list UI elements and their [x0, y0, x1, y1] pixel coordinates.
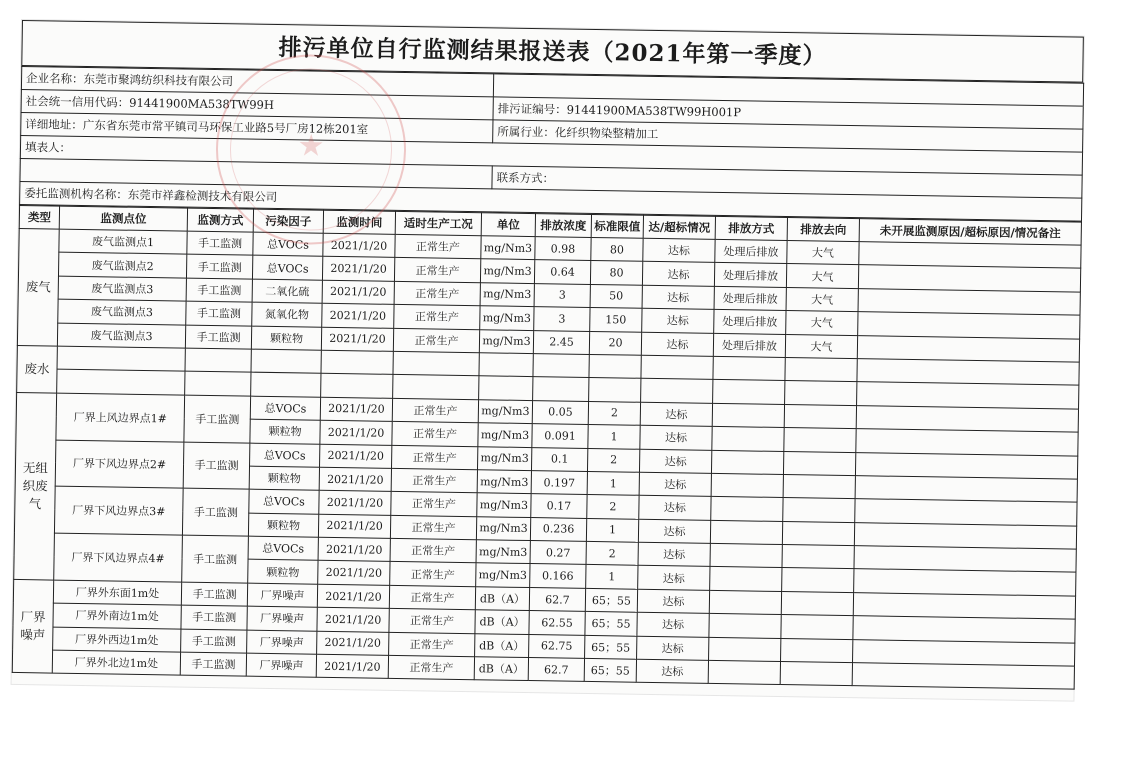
- cell-unit: mg/Nm3: [480, 259, 534, 283]
- cell-unit: mg/Nm3: [477, 446, 531, 470]
- cell-concentration: 0.98: [535, 237, 591, 261]
- header-status: 达/超标情况: [643, 215, 715, 239]
- header-type: 类型: [19, 205, 59, 229]
- contact: 联系方式：: [492, 166, 1082, 198]
- header-condition: 适时生产工况: [395, 211, 481, 235]
- cell-unit: mg/Nm3: [478, 399, 532, 423]
- cell-unit: mg/Nm3: [476, 563, 530, 587]
- cell-date: 2021/1/20: [318, 514, 390, 539]
- cell-concentration: 3: [534, 307, 590, 331]
- header-concentration: 排放浓度: [535, 214, 591, 238]
- cell-destination: [782, 568, 854, 593]
- cell-destination: [781, 638, 853, 663]
- cell-concentration: 0.27: [530, 541, 586, 565]
- cell-remark: [855, 452, 1077, 479]
- cell-concentration: 62.7: [528, 658, 584, 682]
- cell-condition: 正常生产: [394, 305, 480, 330]
- cell-limit: 2: [586, 542, 638, 566]
- cell-concentration: 0.197: [531, 470, 587, 494]
- cell-method: 手工监测: [184, 395, 251, 443]
- cell-destination: [781, 615, 853, 640]
- cell-condition: 正常生产: [390, 538, 476, 563]
- cell-condition: 正常生产: [392, 398, 478, 423]
- cell-status: [641, 355, 713, 380]
- cell-unit: dB（A）: [475, 610, 529, 634]
- cell-date: 2021/1/20: [317, 584, 389, 609]
- cell-method: 手工监测: [185, 325, 251, 349]
- cell-remark: [854, 569, 1076, 596]
- cell-concentration: 2.45: [533, 330, 589, 354]
- cell-pollutant: 厂界噪声: [247, 583, 317, 607]
- cell-remark: [857, 335, 1079, 362]
- cell-concentration: 0.166: [530, 564, 586, 588]
- cell-method: 手工监测: [182, 488, 249, 536]
- cell-remark: [859, 242, 1081, 269]
- cell-pollutant: 总VOCs: [250, 443, 320, 467]
- type-label-noise: 厂界噪声: [12, 579, 53, 673]
- cell-concentration: 3: [534, 283, 590, 307]
- cell-concentration: 0.236: [530, 517, 586, 541]
- cell-remark: [852, 663, 1074, 690]
- cell-method: 手工监测: [182, 535, 249, 583]
- cell-destination: [784, 428, 856, 453]
- cell-unit: dB（A）: [475, 633, 529, 657]
- cell-status: 达标: [641, 332, 713, 357]
- cell-condition: 正常生产: [394, 281, 480, 306]
- cell-condition: 正常生产: [391, 492, 477, 517]
- cell-limit: 1: [586, 565, 638, 589]
- cell-pollutant: 总VOCs: [253, 232, 323, 256]
- permit-number: 排污证编号：91441900MA538TW99H001P: [493, 97, 1083, 129]
- cell-destination: [783, 498, 855, 523]
- cell-concentration: 62.75: [529, 634, 585, 658]
- cell-destination: [785, 357, 857, 382]
- cell-destination: [785, 381, 857, 406]
- cell-unit: mg/Nm3: [480, 306, 534, 330]
- cell-condition: 正常生产: [389, 585, 475, 610]
- cell-condition: 正常生产: [394, 258, 480, 283]
- cell-status: 达标: [636, 659, 708, 684]
- cell-destination: [780, 662, 852, 687]
- cell-discharge-mode: [709, 590, 781, 615]
- cell-date: [321, 350, 393, 375]
- cell-destination: 大气: [786, 287, 858, 312]
- cell-condition: 正常生产: [388, 655, 474, 680]
- cell-discharge-mode: [713, 380, 785, 405]
- cell-date: 2021/1/20: [318, 537, 390, 562]
- cell-limit: 20: [589, 331, 641, 355]
- cell-point: 厂界下风边界点4#: [54, 533, 183, 582]
- address: 详细地址：广东省东莞市常平镇司马环保工业路5号厂房12栋201室: [21, 112, 493, 142]
- cell-point: 废气监测点2: [58, 252, 186, 277]
- cell-discharge-mode: [711, 450, 783, 475]
- cell-limit: 2: [588, 401, 640, 425]
- cell-discharge-mode: [710, 543, 782, 568]
- cell-concentration: 0.64: [534, 260, 590, 284]
- cell-method: 手工监测: [181, 629, 247, 653]
- cell-destination: 大气: [785, 334, 857, 359]
- cell-date: 2021/1/20: [319, 491, 391, 516]
- cell-concentration: 0.17: [531, 494, 587, 518]
- cell-status: 达标: [637, 589, 709, 614]
- monitoring-table: [12, 205, 1082, 690]
- report-sheet: [12, 20, 1084, 701]
- header-limit: 标准限值: [591, 214, 643, 238]
- cell-destination: [784, 404, 856, 429]
- cell-discharge-mode: 处理后排放: [714, 263, 786, 288]
- cell-limit: 65；55: [585, 635, 637, 659]
- cell-remark: [858, 288, 1080, 315]
- cell-method: 手工监测: [186, 255, 252, 279]
- cell-unit: mg/Nm3: [477, 493, 531, 517]
- cell-status: 达标: [639, 472, 711, 497]
- table-body: [12, 228, 1081, 689]
- cell-point: 废气监测点3: [57, 323, 185, 348]
- cell-status: 达标: [638, 542, 710, 567]
- cell-limit: 80: [591, 237, 643, 261]
- cell-date: 2021/1/20: [316, 654, 388, 679]
- cell-destination: [781, 591, 853, 616]
- cell-concentration: [533, 354, 589, 378]
- cell-pollutant: 厂界噪声: [247, 606, 317, 630]
- cell-discharge-mode: 处理后排放: [714, 286, 786, 311]
- cell-condition: 正常生产: [390, 515, 476, 540]
- monitoring-agency: 委托监测机构名称：东莞市祥鑫检测技术有限公司: [20, 181, 1082, 221]
- cell-point: 厂界外西边1m处: [53, 627, 181, 652]
- industry: 所属行业：化纤织物染整精加工: [493, 120, 1083, 152]
- cell-method: 手工监测: [186, 278, 252, 302]
- cell-pollutant: 颗粒物: [251, 326, 321, 350]
- cell-discharge-mode: [711, 473, 783, 498]
- cell-method: [185, 371, 251, 395]
- cell-point: 厂界下风边界点3#: [54, 486, 183, 535]
- filler: 填表人：: [20, 135, 1082, 175]
- cell-limit: 80: [590, 261, 642, 285]
- cell-remark: [856, 405, 1078, 432]
- cell-unit: mg/Nm3: [476, 516, 530, 540]
- cell-concentration: [533, 377, 589, 401]
- cell-discharge-mode: [709, 637, 781, 662]
- cell-destination: [782, 521, 854, 546]
- cell-discharge-mode: [711, 497, 783, 522]
- cell-concentration: 62.7: [529, 587, 585, 611]
- cell-pollutant: 厂界噪声: [247, 630, 317, 654]
- cell-pollutant: 厂界噪声: [246, 653, 316, 677]
- cell-unit: dB（A）: [475, 587, 529, 611]
- cell-status: 达标: [642, 308, 714, 333]
- cell-remark: [858, 265, 1080, 292]
- cell-pollutant: 总VOCs: [248, 536, 318, 560]
- cell-date: 2021/1/20: [319, 467, 391, 492]
- cell-pollutant: 颗粒物: [249, 466, 319, 490]
- header-pollutant: 污染因子: [253, 209, 323, 233]
- cell-condition: 正常生产: [392, 421, 478, 446]
- cell-date: 2021/1/20: [322, 303, 394, 328]
- cell-date: 2021/1/20: [320, 397, 392, 422]
- cell-method: 手工监测: [187, 231, 253, 255]
- cell-discharge-mode: [713, 356, 785, 381]
- cell-unit: mg/Nm3: [481, 236, 535, 260]
- cell-point: 废气监测点3: [58, 299, 186, 324]
- type-label-waste-water: 废水: [17, 345, 58, 392]
- cell-remark: [853, 592, 1075, 619]
- cell-concentration: 0.1: [531, 447, 587, 471]
- cell-status: 达标: [639, 496, 711, 521]
- cell-limit: 65；55: [584, 658, 636, 682]
- cell-status: 达标: [638, 519, 710, 544]
- cell-date: 2021/1/20: [317, 607, 389, 632]
- cell-discharge-mode: 处理后排放: [715, 239, 787, 264]
- cell-point: 废气监测点1: [59, 229, 187, 254]
- cell-discharge-mode: [712, 427, 784, 452]
- cell-discharge-mode: 处理后排放: [713, 333, 785, 358]
- cell-limit: 65；55: [585, 588, 637, 612]
- cell-date: 2021/1/20: [317, 631, 389, 656]
- header-discharge-mode: 排放方式: [715, 216, 787, 240]
- company-info-table: [19, 66, 1084, 222]
- cell-pollutant: 颗粒物: [250, 419, 320, 443]
- type-label-fugitive-gas: 无组织废气: [14, 392, 57, 580]
- cell-point: 厂界外东面1m处: [53, 580, 181, 605]
- cell-remark: [855, 476, 1077, 503]
- cell-unit: mg/Nm3: [478, 423, 532, 447]
- cell-status: [641, 379, 713, 404]
- cell-pollutant: 二氧化硫: [252, 279, 322, 303]
- cell-method: 手工监测: [180, 652, 246, 676]
- cell-status: 达标: [642, 262, 714, 287]
- cell-pollutant: [251, 372, 321, 396]
- cell-concentration: 0.05: [532, 400, 588, 424]
- cell-point: 废气监测点3: [58, 276, 186, 301]
- type-label-waste-gas: 废气: [17, 228, 59, 346]
- cell-point: 厂界下风边界点2#: [55, 440, 184, 489]
- cell-status: 达标: [640, 425, 712, 450]
- cell-date: 2021/1/20: [322, 257, 394, 282]
- cell-unit: [479, 376, 533, 400]
- cell-remark: [858, 312, 1080, 339]
- company-name: 企业名称：东莞市聚鸿纺织科技有限公司: [21, 67, 493, 97]
- cell-destination: [783, 474, 855, 499]
- cell-concentration: 0.091: [532, 424, 588, 448]
- cell-remark: [857, 359, 1079, 386]
- cell-condition: 正常生产: [390, 562, 476, 587]
- cell-remark: [855, 499, 1077, 526]
- cell-unit: mg/Nm3: [480, 283, 534, 307]
- cell-date: 2021/1/20: [322, 280, 394, 305]
- cell-remark: [853, 639, 1075, 666]
- cell-date: 2021/1/20: [318, 561, 390, 586]
- cell-pollutant: 总VOCs: [249, 489, 319, 513]
- cell-destination: [782, 545, 854, 570]
- cell-concentration: 62.55: [529, 611, 585, 635]
- cell-pollutant: 总VOCs: [252, 256, 322, 280]
- cell-condition: 正常生产: [389, 609, 475, 634]
- cell-unit: dB（A）: [474, 657, 528, 681]
- cell-discharge-mode: [710, 520, 782, 545]
- cell-condition: 正常生产: [391, 468, 477, 493]
- cell-remark: [856, 429, 1078, 456]
- cell-status: 达标: [639, 449, 711, 474]
- cell-unit: mg/Nm3: [479, 329, 533, 353]
- cell-date: 2021/1/20: [323, 233, 395, 258]
- seal-star-icon: ★: [297, 128, 325, 164]
- cell-date: 2021/1/20: [320, 444, 392, 469]
- cell-limit: 1: [586, 518, 638, 542]
- cell-limit: 1: [588, 425, 640, 449]
- cell-limit: 1: [587, 471, 639, 495]
- cell-method: 手工监测: [186, 301, 252, 325]
- cell-condition: 正常生产: [395, 234, 481, 259]
- cell-method: 手工监测: [183, 442, 250, 490]
- cell-status: 达标: [637, 612, 709, 637]
- cell-pollutant: 颗粒物: [248, 513, 318, 537]
- cell-unit: [479, 353, 533, 377]
- cell-status: 达标: [643, 238, 715, 263]
- cell-status: 达标: [637, 636, 709, 661]
- cell-point: [57, 346, 185, 371]
- cell-status: 达标: [640, 402, 712, 427]
- cell-limit: 65；55: [585, 612, 637, 636]
- cell-destination: 大气: [787, 241, 859, 266]
- cell-remark: [854, 546, 1076, 573]
- cell-limit: [589, 354, 641, 378]
- cell-limit: 2: [587, 448, 639, 472]
- header-remark: 未开展监测原因/超标原因/情况备注: [859, 219, 1081, 245]
- cell-limit: [589, 378, 641, 402]
- cell-pollutant: 总VOCs: [250, 396, 320, 420]
- header-date: 监测时间: [323, 210, 395, 234]
- header-method: 监测方式: [187, 208, 253, 232]
- cell-remark: [857, 382, 1079, 409]
- cell-destination: 大气: [786, 264, 858, 289]
- cell-point: 厂界外北边1m处: [52, 650, 180, 675]
- cell-limit: 150: [590, 308, 642, 332]
- cell-discharge-mode: 处理后排放: [714, 310, 786, 335]
- cell-method: 手工监测: [181, 605, 247, 629]
- cell-limit: 50: [590, 284, 642, 308]
- cell-unit: mg/Nm3: [477, 470, 531, 494]
- cell-discharge-mode: [710, 567, 782, 592]
- cell-discharge-mode: [712, 403, 784, 428]
- cell-method: [185, 348, 251, 372]
- header-unit: 单位: [481, 213, 535, 237]
- cell-date: 2021/1/20: [321, 327, 393, 352]
- cell-status: 达标: [642, 285, 714, 310]
- cell-condition: [393, 351, 479, 376]
- cell-condition: 正常生产: [393, 328, 479, 353]
- cell-pollutant: 氮氧化物: [252, 302, 322, 326]
- header-point: 监测点位: [59, 206, 187, 231]
- cell-method: 手工监测: [181, 582, 247, 606]
- page-title: 排污单位自行监测结果报送表（2021年第一季度）: [21, 20, 1084, 83]
- cell-status: 达标: [638, 566, 710, 591]
- cell-condition: 正常生产: [392, 445, 478, 470]
- cell-pollutant: 颗粒物: [248, 560, 318, 584]
- cell-condition: [393, 375, 479, 400]
- cell-discharge-mode: [708, 660, 780, 685]
- cell-unit: mg/Nm3: [476, 540, 530, 564]
- header-destination: 排放去向: [787, 218, 859, 242]
- credit-code: 社会统一信用代码：91441900MA538TW99H: [21, 89, 493, 119]
- cell-discharge-mode: [709, 614, 781, 639]
- cell-limit: 2: [587, 495, 639, 519]
- cell-remark: [853, 616, 1075, 643]
- cell-condition: 正常生产: [389, 632, 475, 657]
- cell-destination: [783, 451, 855, 476]
- cell-point: 厂界上风边界点1#: [56, 393, 185, 442]
- cell-destination: 大气: [786, 311, 858, 336]
- cell-point: [57, 369, 185, 394]
- cell-date: 2021/1/20: [320, 420, 392, 445]
- cell-date: [321, 374, 393, 399]
- cell-remark: [854, 522, 1076, 549]
- cell-point: 厂界外南边1m处: [53, 603, 181, 628]
- cell-pollutant: [251, 349, 321, 373]
